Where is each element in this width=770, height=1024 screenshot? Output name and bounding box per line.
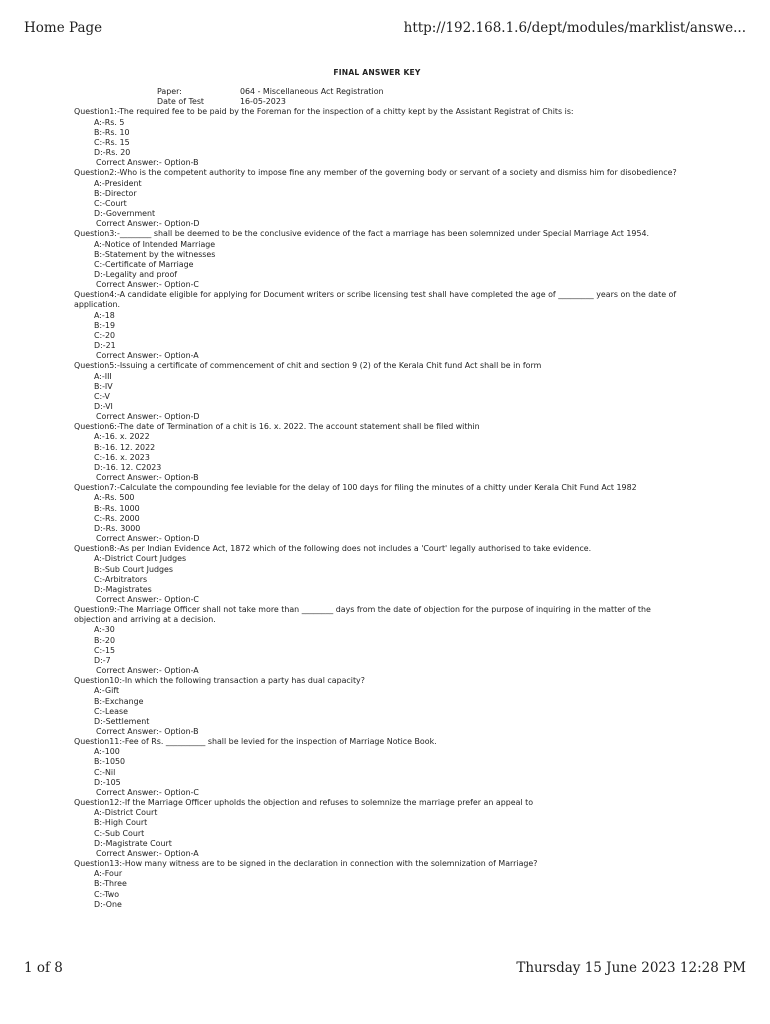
question-text: Question13:-How many witness are to be signed in the declaration in connection with the solemnization of Marriage? [74,859,538,869]
answer-option: D:-VI [94,402,113,411]
correct-answer: Correct Answer:- Option-B [96,473,199,483]
question-text: Question10:-In which the following transaction a party has dual capacity? [74,676,365,686]
print-header [24,20,746,36]
answer-option: C:-Court [94,198,127,208]
print-footer [24,960,746,976]
correct-answer: Correct Answer:- Option-D [96,534,200,544]
meta-value: 16-05-2023 [240,97,286,107]
answer-option: A:-30 [94,625,115,635]
question-block [74,168,680,229]
question-text: Question9:-The Marriage Officer shall not take more than ________ days from the date of objection for the purpose of inquiring in the matter of the objection and arriving at a decision. [74,605,651,625]
answer-option: C:-Lease [94,706,128,716]
answer-option: B:-IV [94,381,113,391]
answer-option: A:-President [94,178,142,188]
answer-option: A:-III [94,371,112,381]
correct-answer: Correct Answer:- Option-B [96,727,199,736]
question-text: Question11:-Fee of Rs. __________ shall be levied for the inspection of Marriage Notice Book. [74,737,437,747]
answer-option: A:-District Court Judges [94,554,187,564]
question-block [74,544,680,605]
meta-date [74,97,680,107]
answer-option: A:-Rs. 5 [94,117,125,127]
answer-option: D:-21 [94,341,116,351]
header-page-title: Home Page [24,20,103,36]
answer-option: C:-Nil [94,767,116,777]
answer-option: A:-16. x. 2022 [94,432,150,442]
question-text: Question7:-Calculate the compounding fee leviable for the delay of 100 days for filing the minutes of a chitty under Kerala Chit Fund Act 1982 [74,483,637,493]
correct-answer: Correct Answer:- Option-D [96,412,200,422]
answer-option: D:-One [94,899,122,909]
header-url: http://192.168.1.6/dept/modules/marklist/answe... [403,20,746,36]
answer-option: D:-Government [94,209,156,219]
document-title: FINAL ANSWER KEY [333,68,421,77]
answer-option: C:-Rs. 15 [94,137,130,147]
print-timestamp: Thursday 15 June 2023 12:28 PM [516,960,746,976]
question-block [74,229,680,290]
correct-answer: Correct Answer:- Option-D [96,219,200,229]
answer-option: B:-Director [94,188,137,198]
question-text: Question5:-Issuing a certificate of commencement of chit and section 9 (2) of the Kerala Chit fund Act shall be in form [74,361,542,371]
answer-option: C:-Two [94,889,120,899]
correct-answer: Correct Answer:- Option-A [96,848,199,858]
question-block [74,605,680,676]
answer-option: A:-100 [94,747,120,757]
answer-option: A:-Rs. 500 [94,493,135,503]
question-block [74,290,680,361]
correct-answer: Correct Answer:- Option-A [96,666,199,676]
answer-option: C:-Certificate of Marriage [94,259,194,269]
meta-paper [74,87,680,97]
question-text: Question8:-As per Indian Evidence Act, 1872 which of the following does not includes a 'Court' legally authorised to take evidence. [74,544,592,554]
question-text: Question12:-If the Marriage Officer upholds the objection and refuses to solemnize the marriage prefer an appeal to [74,798,534,808]
question-block [74,361,680,422]
answer-option: C:-Rs. 2000 [94,513,140,523]
answer-option: D:-7 [94,655,111,665]
question-block [74,859,680,910]
answer-option: B:-Three [94,879,127,889]
correct-answer: Correct Answer:- Option-C [96,787,199,797]
answer-option: A:-District Court [94,808,158,818]
question-block [74,676,680,737]
question-block [74,422,680,483]
answer-option: C:-Sub Court [94,828,145,838]
answer-option: D:-Legality and proof [94,269,178,279]
answer-option: D:-Magistrate Court [94,838,172,848]
meta-label: Paper: [157,87,182,97]
answer-option: C:-16. x. 2023 [94,452,150,462]
answer-option: B:-16. 12. 2022 [94,442,156,452]
question-list [74,107,680,909]
answer-option: B:-20 [94,635,115,645]
answer-option: A:-Gift [94,686,120,696]
answer-option: D:-Rs. 3000 [94,523,141,533]
answer-option: C:-Arbitrators [94,574,148,584]
question-text: Question1:-The required fee to be paid by the Foreman for the inspection of a chitty kept by the Assistant Registrat of Chits is: [74,107,574,117]
answer-option: B:-19 [94,320,115,330]
correct-answer: Correct Answer:- Option-B [96,158,199,168]
question-block [74,798,680,859]
answer-option: B:-Sub Court Judges [94,564,173,574]
answer-option: B:-Statement by the witnesses [94,249,216,259]
answer-option: C:-20 [94,330,116,340]
correct-answer: Correct Answer:- Option-C [96,280,199,290]
answer-option: C:-V [94,391,110,401]
page-counter: 1 of 8 [24,960,63,976]
answer-option: C:-15 [94,645,116,655]
meta-label: Date of Test [157,97,205,107]
answer-key-document [74,68,680,910]
answer-option: B:-Exchange [94,696,144,706]
answer-option: D:-Settlement [94,716,150,726]
answer-option: D:-16. 12. C2023 [94,462,162,472]
answer-option: B:-Rs. 10 [94,127,130,137]
question-text: Question3:-________ shall be deemed to be the conclusive evidence of the fact a marriage has been solemnized under Special Marriage Act 1954. [74,229,649,239]
question-text: Question4:-A candidate eligible for applying for Document writers or scribe licensing test shall have completed the age of _________ years on the date of application. [74,290,677,310]
correct-answer: Correct Answer:- Option-A [96,351,199,361]
correct-answer: Correct Answer:- Option-C [96,594,199,604]
answer-option: A:-Notice of Intended Marriage [94,239,216,249]
question-block [74,483,680,544]
question-text: Question2:-Who is the competent authority to impose fine any member of the governing body or servant of a society and dismiss him for disobedience? [74,168,677,178]
question-block [74,737,680,798]
answer-option: D:-Magistrates [94,584,152,594]
answer-option: B:-Rs. 1000 [94,503,140,513]
answer-option: A:-18 [94,310,115,320]
question-text: Question6:-The date of Termination of a chit is 16. x. 2022. The account statement shall be filed within [74,422,480,432]
question-block [74,107,680,168]
answer-option: B:-High Court [94,818,148,828]
meta-value: 064 - Miscellaneous Act Registration [240,87,384,97]
answer-option: A:-Four [94,869,123,879]
answer-option: B:-1050 [94,757,126,767]
answer-option: D:-105 [94,777,121,787]
answer-option: D:-Rs. 20 [94,148,131,158]
